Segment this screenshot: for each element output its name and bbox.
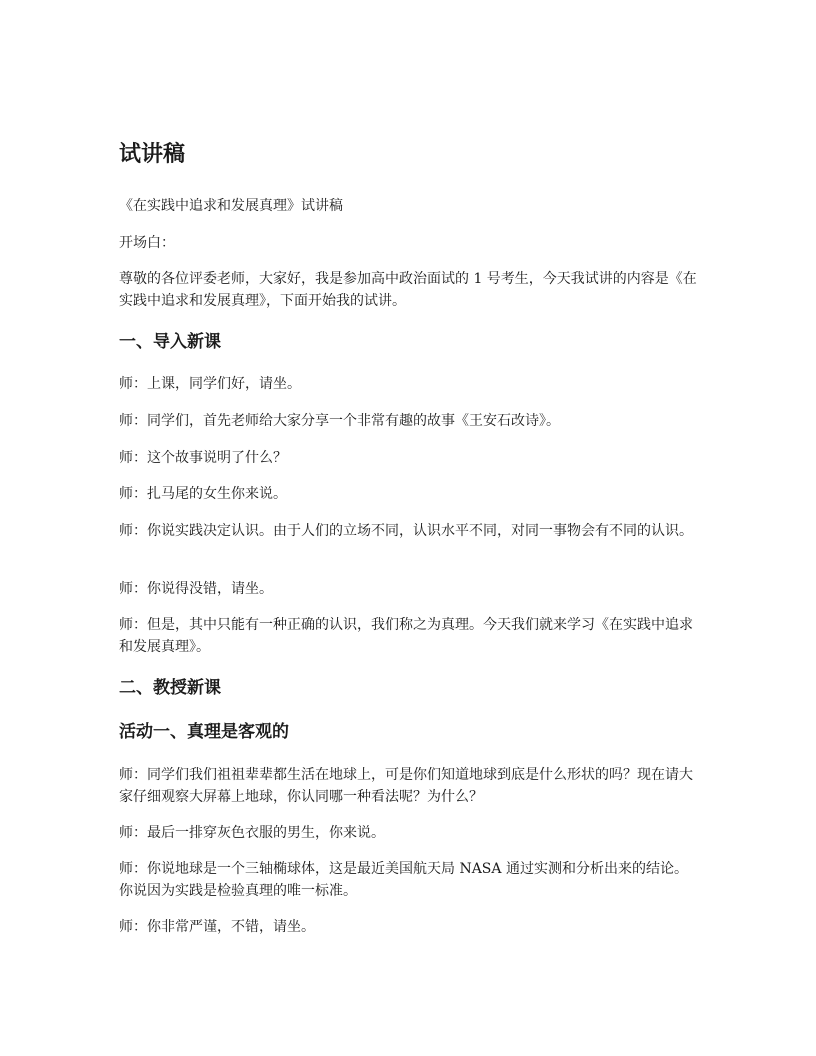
section-heading-teaching: 二、教授新课 (119, 678, 221, 698)
activity-heading: 活动一、真理是客观的 (119, 722, 289, 742)
dialogue-line: 师：这个故事说明了什么？ (119, 450, 287, 466)
opening-paragraph: 尊敬的各位评委老师，大家好，我是参加高中政治面试的 1 号考生，今天我试讲的内容是《在实践中追求和发展真理》，下面开始我的试讲。 (119, 271, 697, 309)
dialogue-line: 师：上课，同学们好，请坐。 (119, 376, 301, 392)
section-heading-intro: 一、导入新课 (119, 332, 221, 352)
dialogue-line: 师：最后一排穿灰色衣服的男生，你来说。 (119, 825, 385, 841)
dialogue-line: 师：你说地球是一个三轴椭球体，这是最近美国航天局 NASA 通过实测和分析出来的结论。你说因为实践是检验真理的唯一标准。 (119, 861, 688, 899)
dialogue-line: 师：扎马尾的女生你来说。 (119, 486, 287, 502)
dialogue-line: 师：同学们我们祖祖辈辈都生活在地球上，可是你们知道地球到底是什么形状的吗？现在请大家仔细观察大屏幕上地球，你认同哪一种看法呢？为什么？ (119, 767, 693, 805)
dialogue-line: 师：但是，其中只能有一种正确的认识，我们称之为真理。今天我们就来学习《在实践中追求和发展真理》。 (119, 617, 693, 655)
dialogue-line: 师：你说实践决定认识。由于人们的立场不同，认识水平不同，对同一事物会有不同的认识。 (119, 523, 693, 539)
opening-label: 开场白： (119, 235, 175, 251)
dialogue-line: 师：同学们，首先老师给大家分享一个非常有趣的故事《王安石改诗》。 (119, 413, 560, 429)
document-subtitle: 《在实践中追求和发展真理》试讲稿 (119, 198, 343, 214)
dialogue-line: 师：你说得没错，请坐。 (119, 581, 273, 597)
document-title: 试讲稿 (119, 142, 186, 167)
dialogue-line: 师：你非常严谨，不错，请坐。 (119, 919, 315, 935)
